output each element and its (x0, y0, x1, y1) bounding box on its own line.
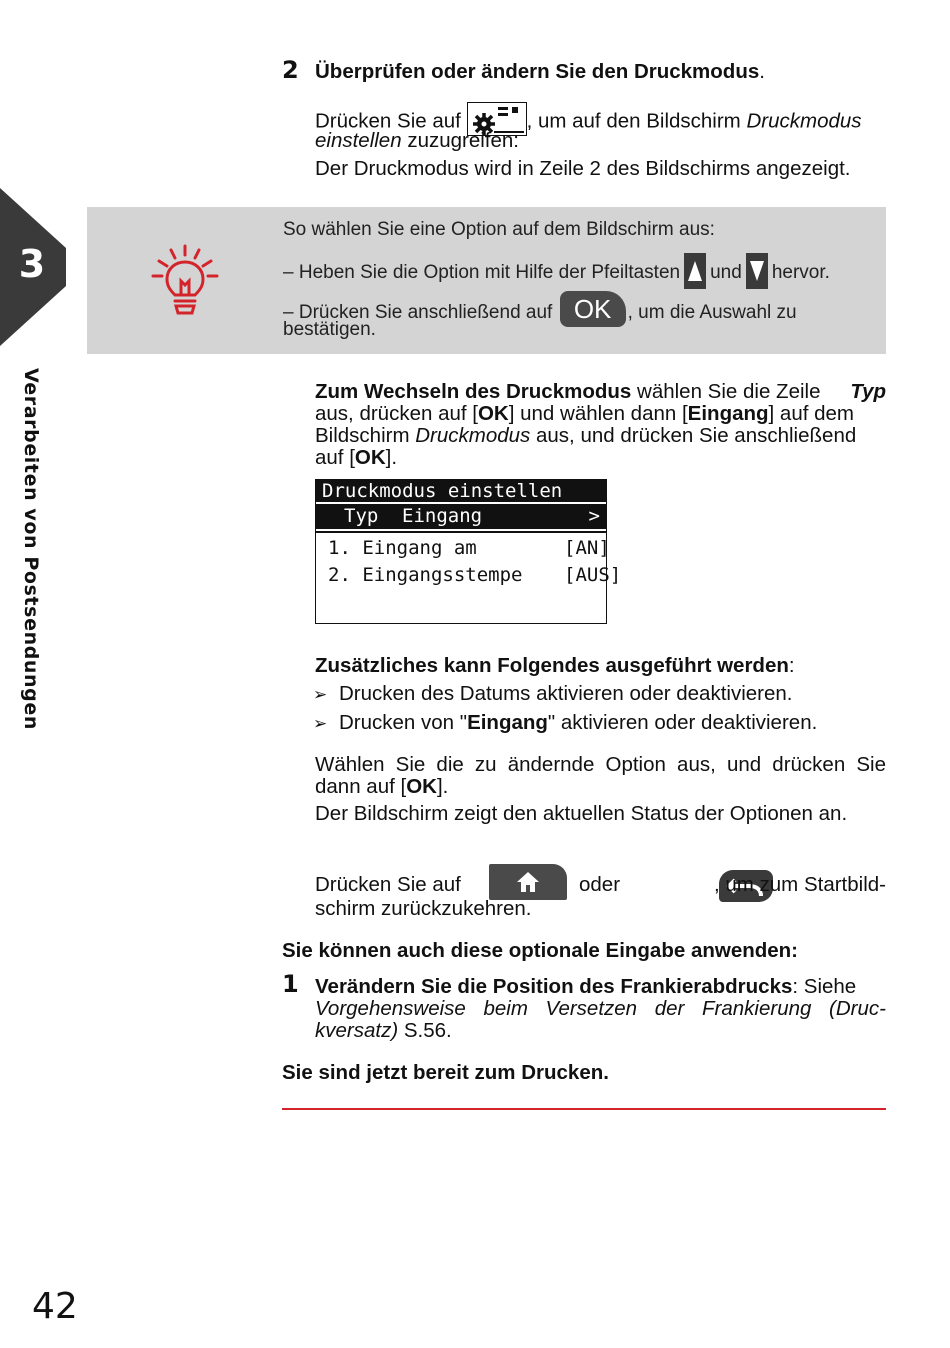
step-number: 2 (282, 56, 299, 84)
step2-line2: einstellen zuzugreifen: (315, 129, 519, 152)
screen-row[interactable]: 1. Eingang am [AN] (328, 537, 610, 559)
screen-row[interactable]: 2. Eingangsstempe [AUS] (328, 564, 622, 586)
screen-selected-value: Eingang (402, 505, 483, 527)
screen-divider (316, 531, 606, 533)
tip-line3: – Drücken Sie anschließend auf OK , um die Auswahl zu (283, 295, 797, 331)
ready-text: Sie sind jetzt bereit zum Drucken. (282, 1061, 609, 1084)
tip-line2: – Heben Sie die Option mit Hilfe der Pfeiltasten und hervor. (283, 255, 830, 291)
select-option-line2: dann auf [OK]. (315, 775, 449, 798)
list-item: ➢ Drucken des Datums aktivieren oder deaktivieren. (313, 682, 793, 705)
arrow-up-key[interactable] (684, 253, 706, 289)
list-item: ➢ Drucken von "Eingang" aktivieren oder deaktivieren. (313, 711, 818, 734)
screen-selected-row[interactable] (316, 504, 606, 529)
tip-box (87, 207, 886, 354)
screen-selected-label: Typ (344, 505, 379, 527)
select-option-line1: Wählen Sie die zu ändernde Option aus, und drücken Sie (315, 753, 886, 776)
select-option-line3: Der Bildschirm zeigt den aktuellen Status der Optionen an. (315, 802, 848, 825)
switch-mode-line2: aus, drücken auf [OK] und wählen dann [Eingang] auf dem (315, 402, 854, 425)
optional-line2: Vorgehensweise beim Versetzen der Frankierung (Druc- (315, 997, 886, 1020)
switch-mode-line1: Zum Wechseln des Druckmodus wählen Sie die Zeile Typ (315, 380, 886, 403)
device-screen (315, 479, 622, 624)
optional-step-number: 1 (282, 970, 299, 998)
switch-mode-line4: auf [OK]. (315, 446, 398, 469)
home-icon (489, 864, 567, 900)
page-number: 42 (32, 1286, 78, 1327)
ok-key[interactable]: OK (560, 291, 626, 327)
additional-heading: Zusätzliches kann Folgendes ausgeführt werden: (315, 654, 795, 677)
home-key[interactable] (489, 864, 567, 900)
section-end-rule (282, 1108, 886, 1110)
switch-mode-line3: Bildschirm Druckmodus aus, und drücken Sie anschließend (315, 424, 857, 447)
step2-line1: Drücken Sie auf , um auf den Bildschirm Druckmodus (315, 105, 890, 139)
step-heading: Überprüfen oder ändern Sie den Druckmodus. (315, 60, 765, 83)
tip-line4: bestätigen. (283, 319, 376, 340)
home-line2: schirm zurückzukehren. (315, 897, 532, 920)
lightbulb-icon (149, 243, 221, 315)
chapter-number: 3 (18, 242, 46, 286)
step2-line3: Der Druckmodus wird in Zeile 2 des Bildschirms angezeigt. (315, 157, 851, 180)
screen-title: Druckmodus einstellen (316, 480, 606, 502)
home-line1: Drücken Sie auf oder , um zum Startbild- (315, 864, 886, 904)
optional-line3: kversatz) S.56. (315, 1019, 452, 1042)
chevron-right-icon: > (588, 505, 600, 527)
tip-line1: So wählen Sie eine Option auf dem Bildschirm aus: (283, 219, 715, 240)
arrow-down-key[interactable] (746, 253, 768, 289)
chapter-title: Verarbeiten von Postsendungen (20, 368, 42, 730)
optional-line1: Verändern Sie die Position des Frankierabdrucks: Siehe (315, 975, 857, 998)
optional-heading: Sie können auch diese optionale Eingabe anwenden: (282, 939, 799, 962)
